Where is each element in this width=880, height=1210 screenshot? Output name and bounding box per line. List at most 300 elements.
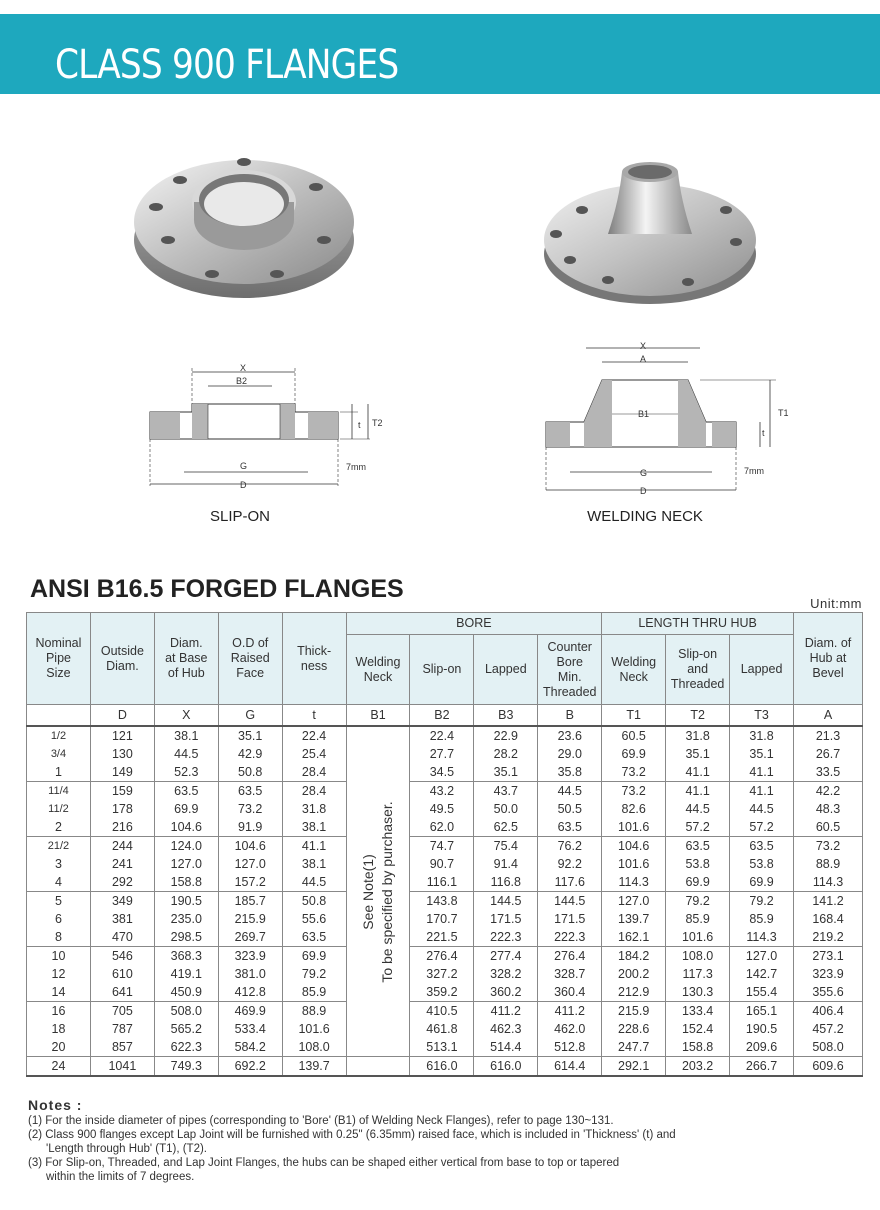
cell-b2: 90.7 — [410, 855, 474, 873]
cell-a: 48.3 — [794, 800, 863, 818]
cell-b: 614.4 — [538, 1057, 602, 1077]
table-row — [27, 800, 863, 818]
cell-size: 5 — [27, 892, 91, 911]
cell-g: 42.9 — [218, 745, 282, 763]
cell-t: 69.9 — [282, 947, 346, 966]
header-letter: B2 — [410, 705, 474, 727]
cell-d: 470 — [90, 928, 154, 947]
cell-b3: 277.4 — [474, 947, 538, 966]
cell-d: 1041 — [90, 1057, 154, 1077]
cell-t2: 41.1 — [666, 782, 730, 801]
header-outside-l1: Outside — [100, 643, 144, 658]
header-lt-slip-on — [666, 635, 730, 705]
cell-b3: 462.3 — [474, 1020, 538, 1038]
cell-b: 23.6 — [538, 726, 602, 745]
cell-t3: 63.5 — [730, 837, 794, 856]
header-lt-welding-neck — [602, 635, 666, 705]
cell-d: 159 — [90, 782, 154, 801]
cell-t2: 203.2 — [666, 1057, 730, 1077]
slip-on-caption: SLIP-ON — [209, 508, 270, 525]
cell-t2: 117.3 — [666, 965, 730, 983]
cell-b3: 22.9 — [474, 726, 538, 745]
cell-g: 35.1 — [218, 726, 282, 745]
cell-b2: 276.4 — [410, 947, 474, 966]
header-letter: t — [282, 705, 346, 727]
cell-a: 26.7 — [794, 745, 863, 763]
cell-g: 157.2 — [218, 873, 282, 892]
cell-size: 16 — [27, 1002, 91, 1021]
cell-t2: 53.8 — [666, 855, 730, 873]
cell-d: 641 — [90, 983, 154, 1002]
cell-a: 141.2 — [794, 892, 863, 911]
cell-t: 55.6 — [282, 910, 346, 928]
cell-b: 360.4 — [538, 983, 602, 1002]
cell-d: 121 — [90, 726, 154, 745]
cell-t2: 108.0 — [666, 947, 730, 966]
cell-t1: 127.0 — [602, 892, 666, 911]
cell-d: 244 — [90, 837, 154, 856]
header-letters-row — [27, 705, 863, 727]
cell-t: 38.1 — [282, 818, 346, 837]
cell-t: 44.5 — [282, 873, 346, 892]
cell-d: 705 — [90, 1002, 154, 1021]
cell-b3: 171.5 — [474, 910, 538, 928]
cell-x: 52.3 — [154, 763, 218, 782]
cell-t2: 63.5 — [666, 837, 730, 856]
cell-b2: 62.0 — [410, 818, 474, 837]
table-row — [27, 1057, 863, 1077]
cell-size: 4 — [27, 873, 91, 892]
cell-b: 117.6 — [538, 873, 602, 892]
cell-a: 60.5 — [794, 818, 863, 837]
cell-t: 79.2 — [282, 965, 346, 983]
cell-t3: 69.9 — [730, 873, 794, 892]
cell-b2: 616.0 — [410, 1057, 474, 1077]
cell-g: 73.2 — [218, 800, 282, 818]
table-row — [27, 745, 863, 763]
note-2-line-1: (2) Class 900 flanges except Lap Joint will be furnished with 0.25" (6.35mm) raised face, which is included in 'Thickness' (t) and — [28, 1129, 676, 1141]
cell-t3: 57.2 — [730, 818, 794, 837]
cell-t1: 212.9 — [602, 983, 666, 1002]
cell-g: 63.5 — [218, 782, 282, 801]
cell-x: 63.5 — [154, 782, 218, 801]
cell-a: 323.9 — [794, 965, 863, 983]
header-nominal-l3: Size — [46, 666, 71, 680]
cell-x: 44.5 — [154, 745, 218, 763]
purchaser-note-line: To be specified by purchaser. — [379, 800, 395, 983]
header-nominal-l1: Nominal — [35, 636, 82, 650]
cell-x: 235.0 — [154, 910, 218, 928]
cell-b3: 62.5 — [474, 818, 538, 837]
table-row — [27, 837, 863, 856]
note-3-line-2: within the limits of 7 degrees. — [46, 1171, 195, 1183]
cell-t: 28.4 — [282, 763, 346, 782]
cell-x: 368.3 — [154, 947, 218, 966]
cell-b3: 616.0 — [474, 1057, 538, 1077]
cell-t1: 82.6 — [602, 800, 666, 818]
cell-size: 3/4 — [27, 745, 91, 763]
cell-t2: 158.8 — [666, 1038, 730, 1057]
cell-t1: 73.2 — [602, 782, 666, 801]
cell-size: 8 — [27, 928, 91, 947]
cell-t1: 162.1 — [602, 928, 666, 947]
cell-t1: 104.6 — [602, 837, 666, 856]
title-banner — [0, 14, 880, 94]
purchaser-note-line: See Note(1) — [360, 853, 377, 930]
cell-g: 215.9 — [218, 910, 282, 928]
cell-t: 88.9 — [282, 1002, 346, 1021]
cell-t2: 57.2 — [666, 818, 730, 837]
cell-b: 44.5 — [538, 782, 602, 801]
table-row — [27, 965, 863, 983]
cell-size: 18 — [27, 1020, 91, 1038]
header-nominal-l2: Pipe — [45, 651, 71, 665]
table-row — [27, 1002, 863, 1021]
cell-b3: 28.2 — [474, 745, 538, 763]
cell-t: 85.9 — [282, 983, 346, 1002]
cell-b: 512.8 — [538, 1038, 602, 1057]
table-row — [27, 892, 863, 911]
cell-t1: 69.9 — [602, 745, 666, 763]
header-counter-bore — [538, 635, 602, 705]
cell-b3: 222.3 — [474, 928, 538, 947]
cell-b3: 411.2 — [474, 1002, 538, 1021]
cell-b: 35.8 — [538, 763, 602, 782]
welding-neck-t-label: t — [762, 428, 765, 438]
cell-b2: 22.4 — [410, 726, 474, 745]
note-2 — [28, 1128, 868, 1156]
cell-b: 76.2 — [538, 837, 602, 856]
cell-t: 28.4 — [282, 782, 346, 801]
cell-t2: 41.1 — [666, 763, 730, 782]
welding-neck-a-label: A — [640, 354, 647, 364]
cell-b2: 116.1 — [410, 873, 474, 892]
cell-b2: 221.5 — [410, 928, 474, 947]
cell-g: 91.9 — [218, 818, 282, 837]
cell-d: 216 — [90, 818, 154, 837]
cell-a: 219.2 — [794, 928, 863, 947]
cell-a: 73.2 — [794, 837, 863, 856]
cell-a: 406.4 — [794, 1002, 863, 1021]
welding-neck-x-label: X — [640, 341, 647, 351]
cell-t3: 41.1 — [730, 782, 794, 801]
cell-size: 3 — [27, 855, 91, 873]
cell-b2: 410.5 — [410, 1002, 474, 1021]
header-lt-slip-on-l3: Threaded — [670, 677, 725, 691]
welding-neck-mm-label: 7mm — [744, 466, 764, 476]
header-nominal — [27, 613, 91, 705]
cell-b2: 34.5 — [410, 763, 474, 782]
header-letter-blank — [27, 705, 91, 727]
cell-t2: 79.2 — [666, 892, 730, 911]
header-lt-slip-on-l2: and — [687, 662, 709, 676]
header-od-face-l1: O.D of — [232, 636, 269, 650]
cell-a: 508.0 — [794, 1038, 863, 1057]
cell-t3: 142.7 — [730, 965, 794, 983]
cell-g: 127.0 — [218, 855, 282, 873]
table-row — [27, 818, 863, 837]
cell-b3: 514.4 — [474, 1038, 538, 1057]
header-counter-bore-l1: Counter — [547, 639, 592, 654]
header-diam-base — [154, 613, 218, 705]
cell-t2: 31.8 — [666, 726, 730, 745]
slip-on-diagram — [140, 362, 400, 494]
cell-a: 114.3 — [794, 873, 863, 892]
cell-x: 104.6 — [154, 818, 218, 837]
cell-size: 11/4 — [27, 782, 91, 801]
cell-b: 92.2 — [538, 855, 602, 873]
cell-g: 533.4 — [218, 1020, 282, 1038]
purchaser-note — [359, 801, 397, 982]
cell-g: 469.9 — [218, 1002, 282, 1021]
header-lt-slip-on-l1: Slip-on — [678, 647, 718, 661]
cell-t1: 101.6 — [602, 818, 666, 837]
slip-on-g-label: G — [240, 461, 248, 471]
table-row — [27, 726, 863, 745]
cell-x: 158.8 — [154, 873, 218, 892]
cell-x: 565.2 — [154, 1020, 218, 1038]
header-lt-lapped: Lapped — [730, 635, 794, 705]
table-row — [27, 873, 863, 892]
cell-b2: 143.8 — [410, 892, 474, 911]
cell-d: 149 — [90, 763, 154, 782]
header-letter: T3 — [730, 705, 794, 727]
slip-on-b2-label: B2 — [236, 376, 248, 386]
cell-x: 450.9 — [154, 983, 218, 1002]
cell-d: 787 — [90, 1020, 154, 1038]
table-row — [27, 855, 863, 873]
note-3 — [28, 1156, 868, 1184]
cell-t1: 101.6 — [602, 855, 666, 873]
cell-b: 144.5 — [538, 892, 602, 911]
cell-t3: 209.6 — [730, 1038, 794, 1057]
cell-t1: 292.1 — [602, 1057, 666, 1077]
note-1-line-1: (1) For the inside diameter of pipes (corresponding to 'Bore' (B1) of Welding Neck Flanges), refer to page 130~131. — [28, 1115, 614, 1127]
cell-a: 88.9 — [794, 855, 863, 873]
cell-t2: 133.4 — [666, 1002, 730, 1021]
cell-d: 857 — [90, 1038, 154, 1057]
header-bore-group: BORE — [346, 613, 602, 635]
header-outside-l2: Diam. — [106, 658, 139, 673]
header-diam-base-l3: of Hub — [167, 666, 205, 680]
cell-t1: 228.6 — [602, 1020, 666, 1038]
header-lt-welding-neck-l2: Neck — [619, 669, 648, 684]
cell-b3: 43.7 — [474, 782, 538, 801]
cell-t3: 85.9 — [730, 910, 794, 928]
welding-neck-flange-photo — [536, 150, 776, 310]
table-body — [27, 726, 863, 1076]
notes-section — [28, 1098, 868, 1184]
cell-t1: 247.7 — [602, 1038, 666, 1057]
cell-a: 609.6 — [794, 1057, 863, 1077]
welding-neck-b1-label: B1 — [638, 409, 650, 419]
cell-x: 298.5 — [154, 928, 218, 947]
cell-x: 508.0 — [154, 1002, 218, 1021]
cell-b3: 116.8 — [474, 873, 538, 892]
header-od-face-l3: Face — [236, 666, 265, 680]
header-thickness-l2: ness — [300, 658, 328, 673]
cell-a: 355.6 — [794, 983, 863, 1002]
header-letter: X — [154, 705, 218, 727]
header-counter-bore-l2: Bore — [556, 654, 583, 669]
cell-x: 38.1 — [154, 726, 218, 745]
note-3-line-1: (3) For Slip-on, Threaded, and Lap Joint Flanges, the hubs can be shaped either vertical from base to top or tapered — [28, 1157, 620, 1169]
cell-b: 29.0 — [538, 745, 602, 763]
cell-d: 178 — [90, 800, 154, 818]
header-welding-neck-l2: Neck — [363, 669, 393, 684]
cell-a: 42.2 — [794, 782, 863, 801]
cell-t1: 60.5 — [602, 726, 666, 745]
cell-t2: 44.5 — [666, 800, 730, 818]
header-letter: A — [794, 705, 863, 727]
slip-on-flange-photo — [132, 140, 362, 310]
cell-b1-purchaser — [346, 726, 410, 1057]
cell-t1: 200.2 — [602, 965, 666, 983]
page-title: CLASS 900 FLANGES — [55, 42, 399, 88]
cell-b3: 328.2 — [474, 965, 538, 983]
cell-t3: 41.1 — [730, 763, 794, 782]
header-slip-on: Slip-on — [410, 635, 474, 705]
cell-size: 21/2 — [27, 837, 91, 856]
cell-t: 50.8 — [282, 892, 346, 911]
cell-a: 457.2 — [794, 1020, 863, 1038]
cell-x: 124.0 — [154, 837, 218, 856]
cell-size: 1/2 — [27, 726, 91, 745]
cell-b2: 461.8 — [410, 1020, 474, 1038]
cell-d: 610 — [90, 965, 154, 983]
cell-g: 692.2 — [218, 1057, 282, 1077]
cell-t2: 152.4 — [666, 1020, 730, 1038]
section-title: ANSI B16.5 FORGED FLANGES — [30, 575, 404, 603]
cell-t: 22.4 — [282, 726, 346, 745]
cell-t: 41.1 — [282, 837, 346, 856]
header-hub-bevel-l3: Bevel — [812, 666, 844, 680]
cell-g: 269.7 — [218, 928, 282, 947]
slip-on-mm-label: 7mm — [346, 462, 366, 472]
header-counter-bore-l3: Min. — [557, 669, 582, 684]
cell-t2: 101.6 — [666, 928, 730, 947]
table-row — [27, 1038, 863, 1057]
cell-size: 10 — [27, 947, 91, 966]
cell-t3: 114.3 — [730, 928, 794, 947]
header-thickness-l1: Thick- — [297, 643, 332, 658]
cell-b3: 75.4 — [474, 837, 538, 856]
header-od-face — [218, 613, 282, 705]
cell-t: 38.1 — [282, 855, 346, 873]
cell-b2: 27.7 — [410, 745, 474, 763]
cell-b: 171.5 — [538, 910, 602, 928]
cell-t3: 266.7 — [730, 1057, 794, 1077]
cell-t3: 165.1 — [730, 1002, 794, 1021]
cell-t3: 155.4 — [730, 983, 794, 1002]
cell-g: 104.6 — [218, 837, 282, 856]
flange-spec-table — [26, 612, 863, 1077]
cell-t: 108.0 — [282, 1038, 346, 1057]
unit-label: Unit:mm — [810, 596, 862, 611]
cell-t2: 69.9 — [666, 873, 730, 892]
welding-neck-caption: WELDING NECK — [587, 508, 703, 525]
welding-neck-t1-label: T1 — [778, 408, 789, 418]
cell-size: 20 — [27, 1038, 91, 1057]
cell-t: 101.6 — [282, 1020, 346, 1038]
header-letter: T2 — [666, 705, 730, 727]
slip-on-x-label: X — [240, 363, 247, 373]
cell-x: 749.3 — [154, 1057, 218, 1077]
cell-t1: 139.7 — [602, 910, 666, 928]
cell-size: 24 — [27, 1057, 91, 1077]
cell-t3: 44.5 — [730, 800, 794, 818]
cell-b2: 74.7 — [410, 837, 474, 856]
cell-t1: 184.2 — [602, 947, 666, 966]
cell-t1: 114.3 — [602, 873, 666, 892]
notes-title: Notes : — [28, 1097, 83, 1113]
cell-x: 622.3 — [154, 1038, 218, 1057]
header-od-face-l2: Raised — [230, 651, 270, 665]
slip-on-t2-label: T2 — [372, 418, 383, 428]
cell-size: 1 — [27, 763, 91, 782]
header-hub-bevel-l1: Diam. of — [804, 636, 852, 650]
cell-g: 50.8 — [218, 763, 282, 782]
cell-t: 63.5 — [282, 928, 346, 947]
header-welding-neck — [346, 635, 410, 705]
header-length-group: LENGTH THRU HUB — [602, 613, 794, 635]
header-counter-bore-l4: Threaded — [542, 684, 597, 699]
cell-t3: 127.0 — [730, 947, 794, 966]
cell-size: 2 — [27, 818, 91, 837]
header-lt-welding-neck-l1: Welding — [611, 654, 657, 669]
cell-d: 130 — [90, 745, 154, 763]
welding-neck-diagram — [540, 340, 800, 500]
cell-t3: 190.5 — [730, 1020, 794, 1038]
cell-t2: 85.9 — [666, 910, 730, 928]
cell-size: 11/2 — [27, 800, 91, 818]
cell-b: 462.0 — [538, 1020, 602, 1038]
cell-a: 33.5 — [794, 763, 863, 782]
table-row — [27, 983, 863, 1002]
cell-b3: 360.2 — [474, 983, 538, 1002]
cell-t: 31.8 — [282, 800, 346, 818]
cell-t3: 53.8 — [730, 855, 794, 873]
header-letter: D — [90, 705, 154, 727]
table-row — [27, 928, 863, 947]
table-row — [27, 1020, 863, 1038]
cell-g: 412.8 — [218, 983, 282, 1002]
cell-t: 25.4 — [282, 745, 346, 763]
cell-d: 349 — [90, 892, 154, 911]
header-welding-neck-l1: Welding — [355, 654, 401, 669]
cell-b3: 91.4 — [474, 855, 538, 873]
cell-t3: 79.2 — [730, 892, 794, 911]
header-letter: B3 — [474, 705, 538, 727]
cell-t3: 35.1 — [730, 745, 794, 763]
cell-t3: 31.8 — [730, 726, 794, 745]
cell-a: 21.3 — [794, 726, 863, 745]
cell-b: 63.5 — [538, 818, 602, 837]
header-lapped: Lapped — [474, 635, 538, 705]
header-thickness — [282, 613, 346, 705]
header-letter: T1 — [602, 705, 666, 727]
cell-x: 69.9 — [154, 800, 218, 818]
cell-a: 273.1 — [794, 947, 863, 966]
cell-b2: 327.2 — [410, 965, 474, 983]
cell-b3: 35.1 — [474, 763, 538, 782]
cell-a: 168.4 — [794, 910, 863, 928]
welding-neck-g-label: G — [640, 468, 648, 478]
header-letter: B — [538, 705, 602, 727]
welding-neck-d-label: D — [640, 486, 647, 496]
cell-t2: 35.1 — [666, 745, 730, 763]
header-letter: G — [218, 705, 282, 727]
